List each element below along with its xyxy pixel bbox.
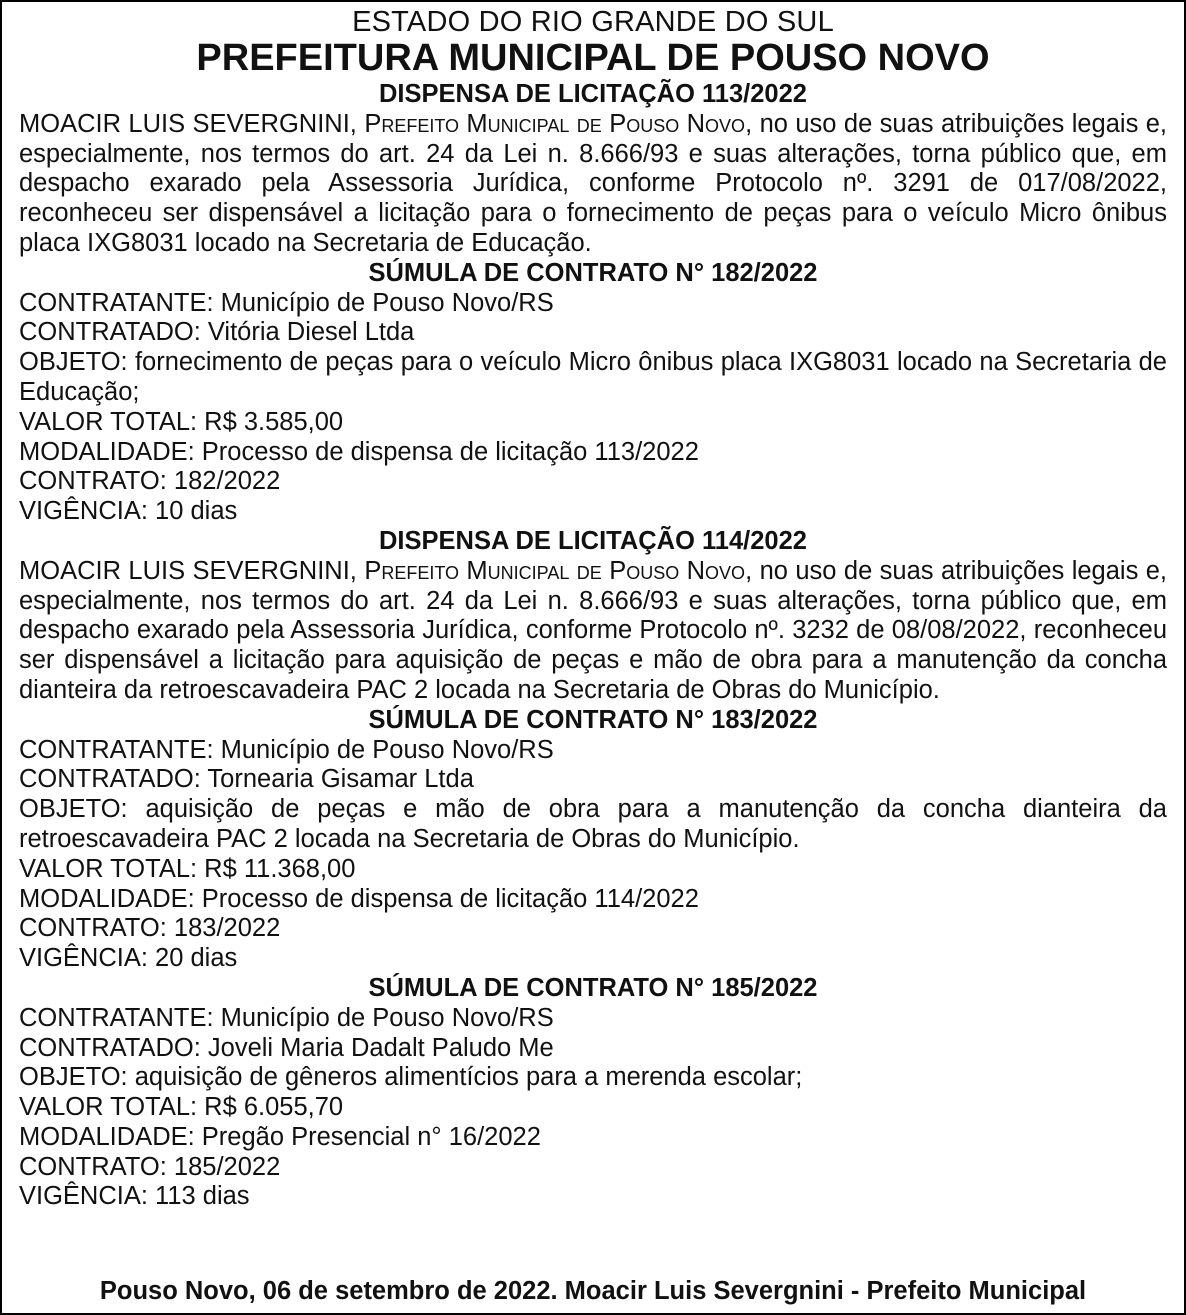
contrato-185-vigencia: VIGÊNCIA: 113 dias — [19, 1182, 250, 1211]
contrato-183-modalidade: MODALIDADE: Processo de dispensa de licitação 114/2022 — [19, 884, 699, 913]
dispensa-113-body: , no uso de suas atribuições legais e, especialmente, nos termos do art. 24 da Lei n. 8.666/93 e suas alterações, torna público que, em despacho exarado pela Assessoria Jurídica, conforme Protocolo nº. 3291 de 017/08/2022, reconheceu ser dispensável a licitação para o fornecimento de peças para o veículo Micro ônibus placa IXG8031 locado na Secretaria de Educação. — [19, 109, 1168, 257]
contrato-182-contratado: CONTRATADO: Vitória Diesel Ltda — [19, 318, 415, 347]
contrato-182-valor: VALOR TOTAL: R$ 3.585,00 — [19, 407, 344, 436]
contrato-185-valor: VALOR TOTAL: R$ 6.055,70 — [19, 1093, 344, 1122]
contrato-185-objeto: OBJETO: aquisição de gêneros alimentícios para a merenda escolar; — [19, 1063, 803, 1092]
mayor-name: MOACIR LUIS SEVERGNINI, — [19, 109, 365, 138]
contrato-183-contratante: CONTRATANTE: Município de Pouso Novo/RS — [19, 735, 554, 764]
dispensa-114-body: , no uso de suas atribuições legais e, especialmente, nos termos do art. 24 da Lei n. 8.666/93 e suas alterações, torna público que, em despacho exarado pela Assessoria Jurídica, conforme Protocolo nº. 3232 de 08/08/2022, reconheceu ser dispensável a licitação para aquisição de peças e mão de obra para a manutenção da concha dianteira da retroescavadeira PAC 2 locada na Secretaria de Obras do Município. — [19, 556, 1168, 704]
contrato-185-contratado: CONTRATADO: Joveli Maria Dadalt Paludo Me — [19, 1033, 554, 1062]
contrato-182-objeto: OBJETO: fornecimento de peças para o veículo Micro ônibus placa IXG8031 locado na Secretaria de Educação; — [19, 348, 1167, 406]
state-heading: ESTADO DO RIO GRANDE DO SUL — [352, 6, 834, 38]
contrato-185-contratante: CONTRATANTE: Município de Pouso Novo/RS — [19, 1003, 554, 1032]
mayor-role: Prefeito Municipal de Pouso Novo — [364, 556, 746, 585]
dispensa-113-text — [19, 110, 1167, 259]
dispensa-114-text — [19, 557, 1167, 706]
contrato-185-modalidade: MODALIDADE: Pregão Presencial n° 16/2022 — [19, 1122, 541, 1151]
contrato-185-title: SÚMULA DE CONTRATO N° 185/2022 — [368, 973, 818, 1002]
dispensa-114-title: DISPENSA DE LICITAÇÃO 114/2022 — [379, 526, 807, 555]
mayor-role: Prefeito Municipal de Pouso Novo — [364, 109, 746, 138]
contrato-182-contratante: CONTRATANTE: Município de Pouso Novo/RS — [19, 288, 554, 317]
contrato-182-title: SÚMULA DE CONTRATO N° 182/2022 — [368, 258, 818, 287]
contrato-182-vigencia: VIGÊNCIA: 10 dias — [19, 497, 238, 526]
contrato-182-modalidade: MODALIDADE: Processo de dispensa de licitação 113/2022 — [19, 437, 699, 466]
prefecture-heading: PREFEITURA MUNICIPAL DE POUSO NOVO — [196, 37, 990, 79]
dispensa-113-title: DISPENSA DE LICITAÇÃO 113/2022 — [379, 80, 807, 108]
contrato-183-vigencia: VIGÊNCIA: 20 dias — [19, 944, 238, 973]
signature-footer: Pouso Novo, 06 de setembro de 2022. Moacir Luis Severgnini - Prefeito Municipal — [99, 1277, 1087, 1306]
contrato-183-objeto: OBJETO: aquisição de peças e mão de obra para a manutenção da concha dianteira da retroescavadeira PAC 2 locada na Secretaria de Obras do Município. — [19, 795, 1167, 853]
contrato-183-title: SÚMULA DE CONTRATO N° 183/2022 — [368, 705, 818, 734]
contrato-185-numero: CONTRATO: 185/2022 — [19, 1152, 281, 1181]
contrato-183-valor: VALOR TOTAL: R$ 11.368,00 — [19, 854, 356, 883]
contrato-182-numero: CONTRATO: 182/2022 — [19, 467, 281, 496]
contrato-183-numero: CONTRATO: 183/2022 — [19, 914, 281, 943]
contrato-183-contratado: CONTRATADO: Tornearia Gisamar Ltda — [19, 765, 474, 794]
mayor-name: MOACIR LUIS SEVERGNINI, — [19, 556, 365, 585]
